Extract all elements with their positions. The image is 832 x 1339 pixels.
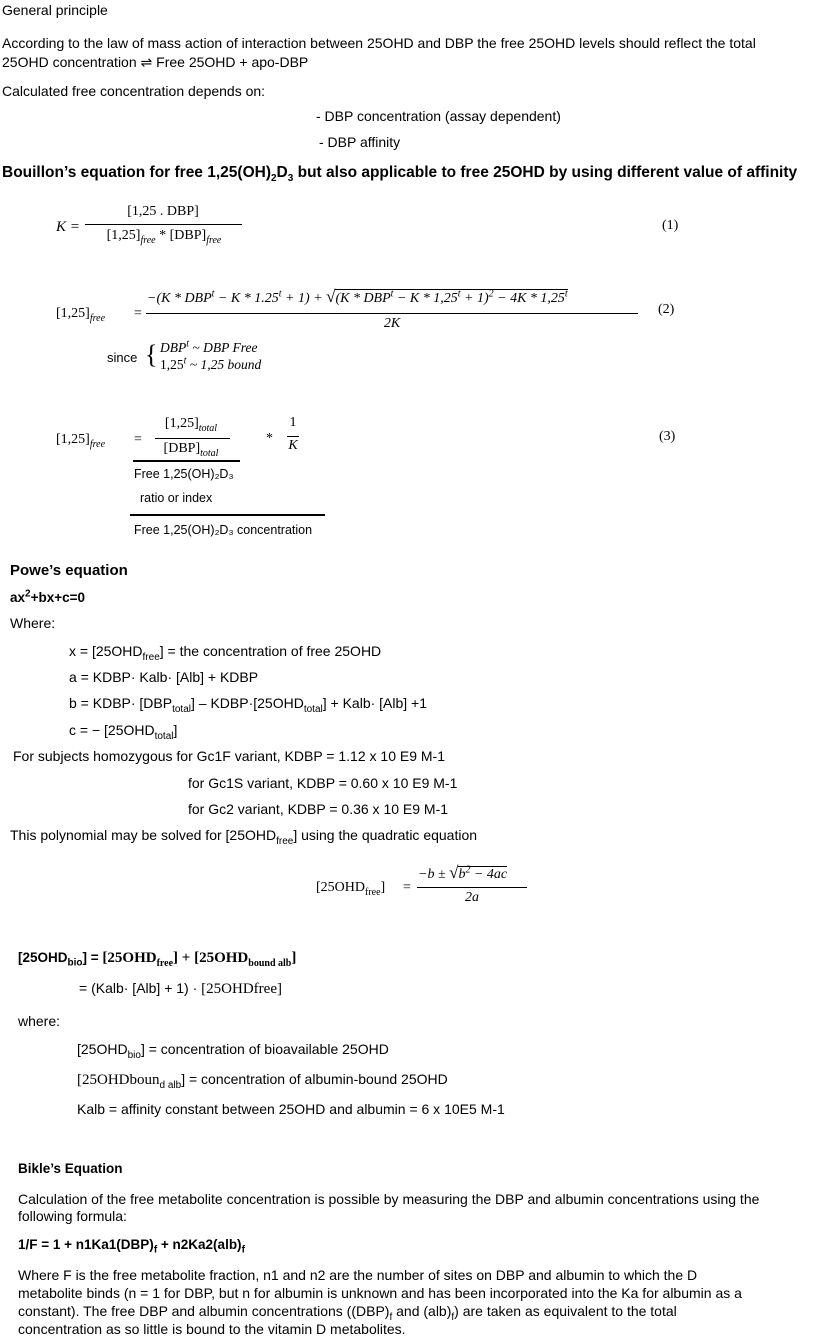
eq3-times: * xyxy=(266,431,273,446)
ratio-note-1: Free 1,25(OH)₂D₃ xyxy=(134,467,234,481)
eq1-denominator: $[1,25]_{free} * [DBP]_{free}$ xyxy=(106,228,222,246)
eq3-equals: = xyxy=(134,432,142,447)
eq2-fraction-bar xyxy=(146,313,638,314)
concentration-underline xyxy=(130,514,325,516)
quad-lhs: $[25OHD_{free}]$ xyxy=(316,880,386,898)
bikle-formula: $1/F = 1 + n1Ka1(DBP)_f + n2Ka2(alb)_f$ xyxy=(18,1237,245,1256)
bullet-dbp-affinity: - DBP affinity xyxy=(319,134,401,150)
eq3-k: K xyxy=(288,438,298,453)
bio-equation-line-1: $[25OHD_{bio}] = [25OHD_{free}] + [25OHD_{bound alb}]$ xyxy=(18,950,297,969)
eq3-numerator: $[1,25]_{total}$ xyxy=(164,416,218,434)
ratio-underline xyxy=(133,460,240,462)
quad-denominator: 2a xyxy=(465,890,479,905)
gc2-variant: for Gc2 variant, KDBP = 0.36 x 10 E9 M-1 xyxy=(188,801,449,817)
bio-equation-line-2: = (Kalb· [Alb] + 1) · [25OHDfree] xyxy=(79,980,282,997)
powe-x-def: $x = [25OHD_{free}]$ = the concentration of free 25OHD xyxy=(69,643,382,663)
since-line-2: 1,25$^t$ ~ 1,25 bound xyxy=(160,355,262,372)
eq2-denominator: 2K xyxy=(383,316,401,331)
eq1-label: (1) xyxy=(662,218,679,233)
eq3-label: (3) xyxy=(659,429,676,444)
bio-def-1: $[25OHD_{bio}]$ = concentration of bioavailable 25OHD xyxy=(77,1041,389,1061)
eq1-lhs: K = xyxy=(56,219,80,235)
eq2-label: (2) xyxy=(658,302,675,317)
gc1f-variant: For subjects homozygous for Gc1F variant, KDBP = 1.12 x 10 E9 M-1 xyxy=(13,748,445,764)
powe-polynomial: $ax^2+bx+c=0$ xyxy=(10,588,86,605)
gc1s-variant: for Gc1S variant, KDBP = 0.60 x 10 E9 M-1 xyxy=(188,775,458,791)
quad-fraction-bar xyxy=(417,887,527,888)
brace-icon: { xyxy=(145,340,158,369)
since-label: since xyxy=(107,350,138,365)
bikle-para-line-4: concentration as so little is bound to the vitamin D metabolites. xyxy=(18,1321,406,1337)
bikle-para-line-1: Where F is the free metabolite fraction, n1 and n2 are the number of sites on DBP and albumin to which the D xyxy=(18,1267,698,1283)
law-line-1: According to the law of mass action of interaction between 25OHD and DBP the free 25OHD levels should reflect the total xyxy=(2,35,756,51)
eq3-one: 1 xyxy=(289,415,297,430)
eq3-k-bar xyxy=(287,436,299,437)
eq2-lhs: $[1,25]_{free}$ xyxy=(56,306,106,324)
eq2-numerator: $-(K * DBP^t - K * 1.25^t + 1) + √(K * DBP^t - K * 1,25^t + 1)^2 - 4K * 1,25^t$ xyxy=(147,287,568,306)
bio-where: where: xyxy=(18,1013,61,1029)
eq3-fraction-bar xyxy=(155,438,230,439)
bikle-heading: Bikle’s Equation xyxy=(18,1161,123,1176)
depends-text: Calculated free concentration depends on: xyxy=(2,83,266,99)
concentration-note: Free 1,25(OH)₂D₃ concentration xyxy=(134,523,313,537)
solve-text: This polynomial may be solved for $[25OHD_{free}]$ using the quadratic equation xyxy=(10,827,478,847)
bikle-intro-2: following formula: xyxy=(18,1208,127,1224)
sqrt-icon: √ xyxy=(449,863,459,882)
ratio-note-2: ratio or index xyxy=(140,491,213,505)
eq3-denominator: $[DBP]_{total}$ xyxy=(163,441,219,459)
powe-a-def: a = KDBP· Kalb· [Alb] + KDBP xyxy=(69,669,259,685)
bikle-para-line-2: metabolite binds (n = 1 for DBP, but n for albumin is unknown and has been incorporated into the Ka for albumin as a xyxy=(18,1285,742,1301)
bullet-dbp-concentration: - DBP concentration (assay dependent) xyxy=(316,108,561,124)
bikle-intro-1: Calculation of the free metabolite concentration is possible by measuring the DBP and albumin concentrations using the xyxy=(18,1191,760,1207)
since-line-1: DBP$^t$ ~ DBP Free xyxy=(160,338,258,355)
bikle-para-line-3: constant). The free DBP and albumin concentrations ($(DBP)_f$ and $(alb)_f$) are taken as equivalent to the total xyxy=(18,1303,677,1323)
powe-heading: Powe’s equation xyxy=(10,562,128,579)
bouillon-heading: Bouillon’s equation for free $1,25(OH)_2D_3$ but also applicable to free 25OHD by using different value of affinity xyxy=(2,164,798,185)
sqrt-icon: √ xyxy=(326,287,336,306)
general-title: General principle xyxy=(2,2,108,18)
powe-where: Where: xyxy=(10,615,56,631)
eq1-numerator: [1,25 . DBP] xyxy=(127,204,199,219)
bio-def-3: Kalb = affinity constant between 25OHD and albumin = 6 x 10E5 M-1 xyxy=(77,1101,505,1117)
law-line-2: 25OHD concentration ⇌ Free 25OHD + apo-DBP xyxy=(2,54,309,70)
eq3-lhs: $[1,25]_{free}$ xyxy=(56,432,106,450)
quad-equals: = xyxy=(403,880,411,895)
eq2-equals: = xyxy=(134,306,142,321)
bio-def-2: [25OHDboun$_{d alb}$] = concentration of albumin-bound 25OHD xyxy=(77,1071,448,1091)
quad-numerator: $-b \pm √b^2 - 4ac$ xyxy=(418,863,508,882)
eq1-fraction-bar xyxy=(85,224,242,225)
powe-b-def: b = KDBP· $[DBP_{total}]$ – $KDBP\cdot[25OHD_{total}]$ + Kalb· [Alb] +1 xyxy=(69,695,428,715)
powe-c-def: c = − $[25OHD_{total}]$ xyxy=(69,722,178,742)
